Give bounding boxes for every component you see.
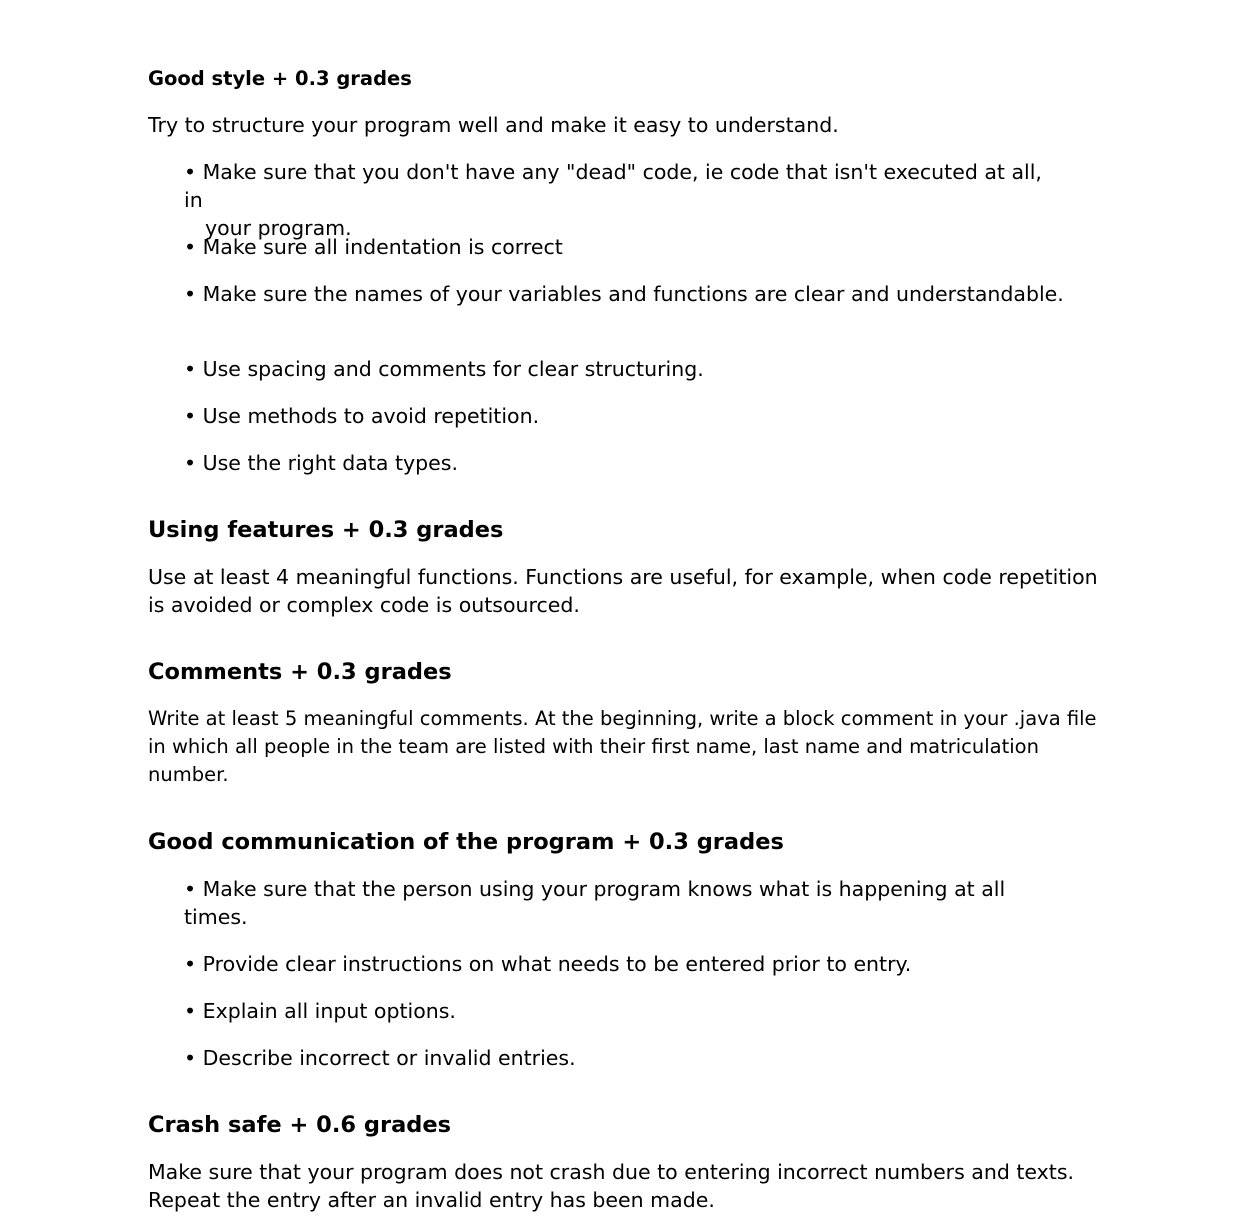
list-item xyxy=(184,158,1064,242)
list-item xyxy=(184,449,1064,477)
bullet-icon: • xyxy=(184,451,197,475)
section-heading-communication: Good communication of the program + 0.3 grades xyxy=(148,829,784,855)
list-item xyxy=(184,280,1064,308)
using-features-body: Use at least 4 meaningful functions. Functions are useful, for example, when code repetition is avoided or complex code is outsourced. xyxy=(148,565,1098,617)
list-item-text-continued: your program. xyxy=(205,216,352,240)
bullet-icon: • xyxy=(184,1046,197,1070)
bullet-icon: • xyxy=(184,404,197,428)
list-item xyxy=(184,997,1064,1025)
section-heading-using-features: Using features + 0.3 grades xyxy=(148,517,504,543)
list-item-text: Describe incorrect or invalid entries. xyxy=(202,1046,576,1070)
section-heading-good-style: Good style + 0.3 grades xyxy=(148,67,412,90)
list-item-text: Make sure all indentation is correct xyxy=(202,235,563,259)
good-style-intro: Try to structure your program well and make it easy to understand. xyxy=(148,113,839,137)
list-item-text: Make sure the names of your variables and functions are clear and understandable. xyxy=(202,282,1064,306)
bullet-icon: • xyxy=(184,999,197,1023)
crash-safe-line-1: Make sure that your program does not crash due to entering incorrect numbers and texts. xyxy=(148,1160,1075,1184)
list-item-text: Provide clear instructions on what needs to be entered prior to entry. xyxy=(202,952,912,976)
list-item xyxy=(184,950,1064,978)
list-item-text: Use spacing and comments for clear structuring. xyxy=(202,357,704,381)
bullet-icon: • xyxy=(184,282,197,306)
list-item-text: Use methods to avoid repetition. xyxy=(202,404,540,428)
bullet-icon: • xyxy=(184,877,197,901)
list-item-text: Make sure that the person using your program knows what is happening at all times. xyxy=(184,877,1006,929)
list-item-text: Make sure that you don't have any "dead" code, ie code that isn't executed at all, in xyxy=(184,160,1042,212)
list-item-text: Explain all input options. xyxy=(202,999,456,1023)
bullet-icon: • xyxy=(184,357,197,381)
section-heading-crash-safe: Crash safe + 0.6 grades xyxy=(148,1112,452,1138)
section-heading-comments: Comments + 0.3 grades xyxy=(148,659,452,685)
list-item xyxy=(184,355,1064,383)
crash-safe-line-2: Repeat the entry after an invalid entry has been made. xyxy=(148,1188,715,1212)
bullet-icon: • xyxy=(184,952,197,976)
list-item xyxy=(184,402,1064,430)
comments-body: Write at least 5 meaningful comments. At the beginning, write a block comment in your .java file in which all people in the team are listed with their first name, last name and matriculation number. xyxy=(148,707,1097,786)
list-item xyxy=(184,233,1064,261)
list-item-text: Use the right data types. xyxy=(202,451,458,475)
bullet-icon: • xyxy=(184,235,197,259)
list-item xyxy=(184,875,1064,931)
bullet-icon: • xyxy=(184,160,197,184)
list-item xyxy=(184,1044,1064,1072)
